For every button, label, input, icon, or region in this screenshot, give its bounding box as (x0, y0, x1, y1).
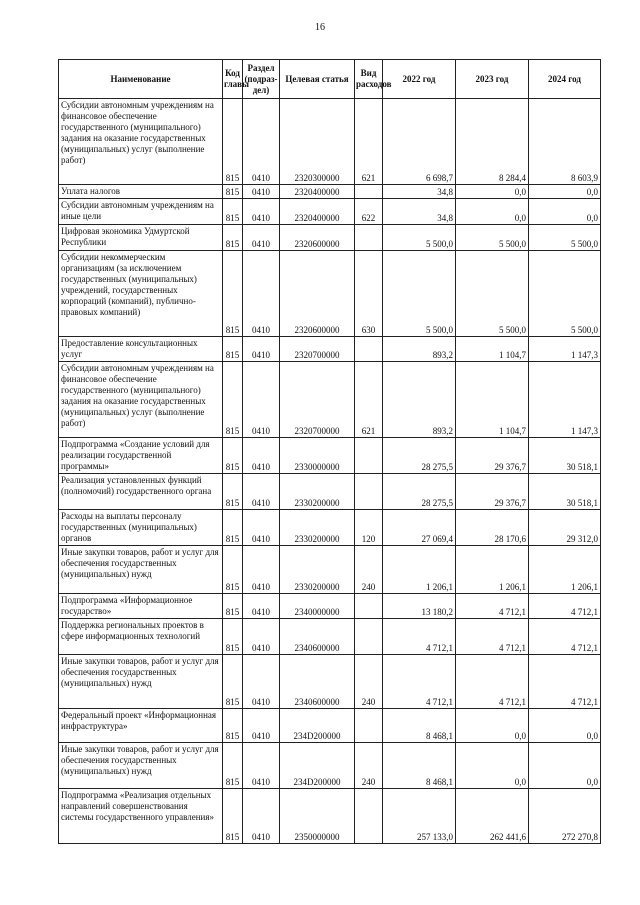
cell-code: 815 (223, 594, 243, 619)
cell-article: 2320400000 (280, 199, 355, 225)
cell-name: Цифровая экономика Удмуртской Республики (59, 225, 223, 251)
cell-section: 0410 (243, 655, 280, 709)
table-row (59, 474, 601, 510)
cell-name: Предоставление консультационных услуг (59, 337, 223, 362)
cell-y2022: 4 712,1 (383, 655, 456, 709)
cell-name: Субсидии автономным учреждениям на финансовое обеспечение государственного (муниципального) задания на оказание государственных (муниципальных) услуг (выполнение работ) (59, 362, 223, 438)
cell-y2024: 1 147,3 (529, 362, 601, 438)
header-name: Наименование (59, 60, 223, 99)
page-number: 16 (315, 22, 325, 33)
cell-article: 234D200000 (280, 743, 355, 789)
cell-y2022: 6 698,7 (383, 99, 456, 185)
table-row (59, 362, 601, 438)
cell-y2024: 8 603,9 (529, 99, 601, 185)
cell-code: 815 (223, 185, 243, 199)
header-article: Целевая статья (280, 60, 355, 99)
cell-y2023: 5 500,0 (456, 225, 529, 251)
cell-section: 0410 (243, 510, 280, 546)
cell-type: 621 (355, 362, 383, 438)
cell-code: 815 (223, 251, 243, 337)
header-2024: 2024 год (529, 60, 601, 99)
cell-y2022: 4 712,1 (383, 619, 456, 655)
cell-section: 0410 (243, 709, 280, 743)
cell-section: 0410 (243, 99, 280, 185)
cell-name: Субсидии автономным учреждениям на финансовое обеспечение государственного (муниципального) задания на оказание государственных (муниципальных) услуг (выполнение работ) (59, 99, 223, 185)
cell-y2022: 5 500,0 (383, 251, 456, 337)
cell-name: Федеральный проект «Информационная инфраструктура» (59, 709, 223, 743)
cell-code: 815 (223, 474, 243, 510)
cell-y2022: 13 180,2 (383, 594, 456, 619)
cell-type (355, 619, 383, 655)
cell-y2024: 30 518,1 (529, 438, 601, 474)
cell-y2023: 4 712,1 (456, 655, 529, 709)
cell-y2023: 0,0 (456, 185, 529, 199)
cell-y2024: 29 312,0 (529, 510, 601, 546)
cell-y2024: 4 712,1 (529, 619, 601, 655)
table-row (59, 337, 601, 362)
cell-name: Иные закупки товаров, работ и услуг для обеспечения государственных (муниципальных) нужд (59, 743, 223, 789)
cell-y2024: 5 500,0 (529, 225, 601, 251)
cell-name: Реализация установленных функций (полномочий) государственного органа (59, 474, 223, 510)
header-section: Раздел (подраз-дел) (243, 60, 280, 99)
cell-article: 234D200000 (280, 709, 355, 743)
cell-article: 2340600000 (280, 619, 355, 655)
cell-code: 815 (223, 743, 243, 789)
cell-section: 0410 (243, 546, 280, 594)
cell-code: 815 (223, 199, 243, 225)
cell-type: 120 (355, 510, 383, 546)
cell-type (355, 185, 383, 199)
table-row (59, 709, 601, 743)
cell-article: 2320300000 (280, 99, 355, 185)
table-row (59, 99, 601, 185)
cell-y2022: 28 275,5 (383, 438, 456, 474)
cell-section: 0410 (243, 225, 280, 251)
table-row (59, 594, 601, 619)
cell-y2022: 27 069,4 (383, 510, 456, 546)
cell-article: 2330000000 (280, 438, 355, 474)
budget-table (58, 59, 601, 844)
cell-code: 815 (223, 709, 243, 743)
cell-y2022: 893,2 (383, 337, 456, 362)
cell-section: 0410 (243, 474, 280, 510)
cell-y2024: 4 712,1 (529, 594, 601, 619)
cell-y2023: 4 712,1 (456, 619, 529, 655)
cell-y2024: 4 712,1 (529, 655, 601, 709)
cell-y2024: 0,0 (529, 743, 601, 789)
table-row (59, 225, 601, 251)
cell-article: 2330200000 (280, 546, 355, 594)
cell-code: 815 (223, 99, 243, 185)
table-row (59, 438, 601, 474)
cell-y2024: 0,0 (529, 185, 601, 199)
cell-article: 2330200000 (280, 510, 355, 546)
cell-y2023: 1 104,7 (456, 362, 529, 438)
cell-section: 0410 (243, 185, 280, 199)
cell-y2023: 28 170,6 (456, 510, 529, 546)
cell-section: 0410 (243, 362, 280, 438)
cell-y2023: 29 376,7 (456, 474, 529, 510)
cell-code: 815 (223, 225, 243, 251)
cell-y2024: 1 147,3 (529, 337, 601, 362)
cell-type (355, 594, 383, 619)
header-type: Вид расходов (355, 60, 383, 99)
table-row (59, 199, 601, 225)
cell-article: 2340000000 (280, 594, 355, 619)
cell-type (355, 709, 383, 743)
cell-y2023: 0,0 (456, 709, 529, 743)
cell-y2023: 1 206,1 (456, 546, 529, 594)
cell-section: 0410 (243, 594, 280, 619)
cell-y2022: 1 206,1 (383, 546, 456, 594)
cell-type (355, 225, 383, 251)
cell-y2024: 5 500,0 (529, 251, 601, 337)
cell-y2023: 0,0 (456, 199, 529, 225)
table-row (59, 251, 601, 337)
cell-section: 0410 (243, 199, 280, 225)
cell-y2023: 4 712,1 (456, 594, 529, 619)
cell-y2023: 262 441,6 (456, 789, 529, 844)
cell-y2024: 0,0 (529, 199, 601, 225)
cell-code: 815 (223, 789, 243, 844)
cell-y2024: 272 270,8 (529, 789, 601, 844)
cell-y2022: 34,8 (383, 185, 456, 199)
table-row (59, 619, 601, 655)
cell-section: 0410 (243, 337, 280, 362)
cell-type: 240 (355, 546, 383, 594)
cell-article: 2340600000 (280, 655, 355, 709)
cell-section: 0410 (243, 743, 280, 789)
cell-name: Субсидии некоммерческим организациям (за исключением государственных (муниципальных) учреждений, государственных корпораций (компаний), публично-правовых компаний) (59, 251, 223, 337)
cell-name: Иные закупки товаров, работ и услуг для обеспечения государственных (муниципальных) нужд (59, 546, 223, 594)
cell-name: Подпрограмма «Реализация отдельных направлений совершенствования системы государственного управления» (59, 789, 223, 844)
cell-article: 2320600000 (280, 251, 355, 337)
cell-type (355, 438, 383, 474)
table-header-row (59, 60, 601, 99)
cell-y2022: 34,8 (383, 199, 456, 225)
cell-section: 0410 (243, 789, 280, 844)
cell-code: 815 (223, 337, 243, 362)
cell-type: 240 (355, 655, 383, 709)
header-code: Код главы (223, 60, 243, 99)
cell-article: 2350000000 (280, 789, 355, 844)
table-row (59, 546, 601, 594)
cell-y2022: 257 133,0 (383, 789, 456, 844)
table-row (59, 185, 601, 199)
table-row (59, 655, 601, 709)
cell-y2022: 5 500,0 (383, 225, 456, 251)
cell-y2023: 29 376,7 (456, 438, 529, 474)
table-row (59, 510, 601, 546)
cell-article: 2320600000 (280, 225, 355, 251)
cell-article: 2320400000 (280, 185, 355, 199)
cell-y2022: 893,2 (383, 362, 456, 438)
cell-code: 815 (223, 362, 243, 438)
cell-name: Иные закупки товаров, работ и услуг для обеспечения государственных (муниципальных) нужд (59, 655, 223, 709)
cell-y2022: 28 275,5 (383, 474, 456, 510)
cell-code: 815 (223, 546, 243, 594)
table-row (59, 743, 601, 789)
cell-code: 815 (223, 619, 243, 655)
cell-name: Подпрограмма «Создание условий для реализации государственной программы» (59, 438, 223, 474)
cell-type: 622 (355, 199, 383, 225)
cell-article: 2320700000 (280, 337, 355, 362)
cell-article: 2330200000 (280, 474, 355, 510)
header-2022: 2022 год (383, 60, 456, 99)
cell-name: Подпрограмма «Информационное государство» (59, 594, 223, 619)
cell-type (355, 474, 383, 510)
cell-y2024: 0,0 (529, 709, 601, 743)
cell-code: 815 (223, 510, 243, 546)
cell-y2023: 1 104,7 (456, 337, 529, 362)
cell-y2024: 30 518,1 (529, 474, 601, 510)
cell-section: 0410 (243, 619, 280, 655)
cell-y2024: 1 206,1 (529, 546, 601, 594)
cell-code: 815 (223, 438, 243, 474)
cell-y2023: 5 500,0 (456, 251, 529, 337)
cell-article: 2320700000 (280, 362, 355, 438)
cell-type (355, 789, 383, 844)
cell-type: 240 (355, 743, 383, 789)
cell-type: 630 (355, 251, 383, 337)
cell-y2022: 8 468,1 (383, 743, 456, 789)
cell-type (355, 337, 383, 362)
cell-code: 815 (223, 655, 243, 709)
cell-section: 0410 (243, 251, 280, 337)
header-2023: 2023 год (456, 60, 529, 99)
cell-name: Поддержка региональных проектов в сфере информационных технологий (59, 619, 223, 655)
cell-y2023: 0,0 (456, 743, 529, 789)
table-row (59, 789, 601, 844)
cell-name: Субсидии автономным учреждениям на иные цели (59, 199, 223, 225)
cell-y2022: 8 468,1 (383, 709, 456, 743)
cell-section: 0410 (243, 438, 280, 474)
cell-type: 621 (355, 99, 383, 185)
cell-y2023: 8 284,4 (456, 99, 529, 185)
cell-name: Уплата налогов (59, 185, 223, 199)
cell-name: Расходы на выплаты персоналу государственных (муниципальных) органов (59, 510, 223, 546)
